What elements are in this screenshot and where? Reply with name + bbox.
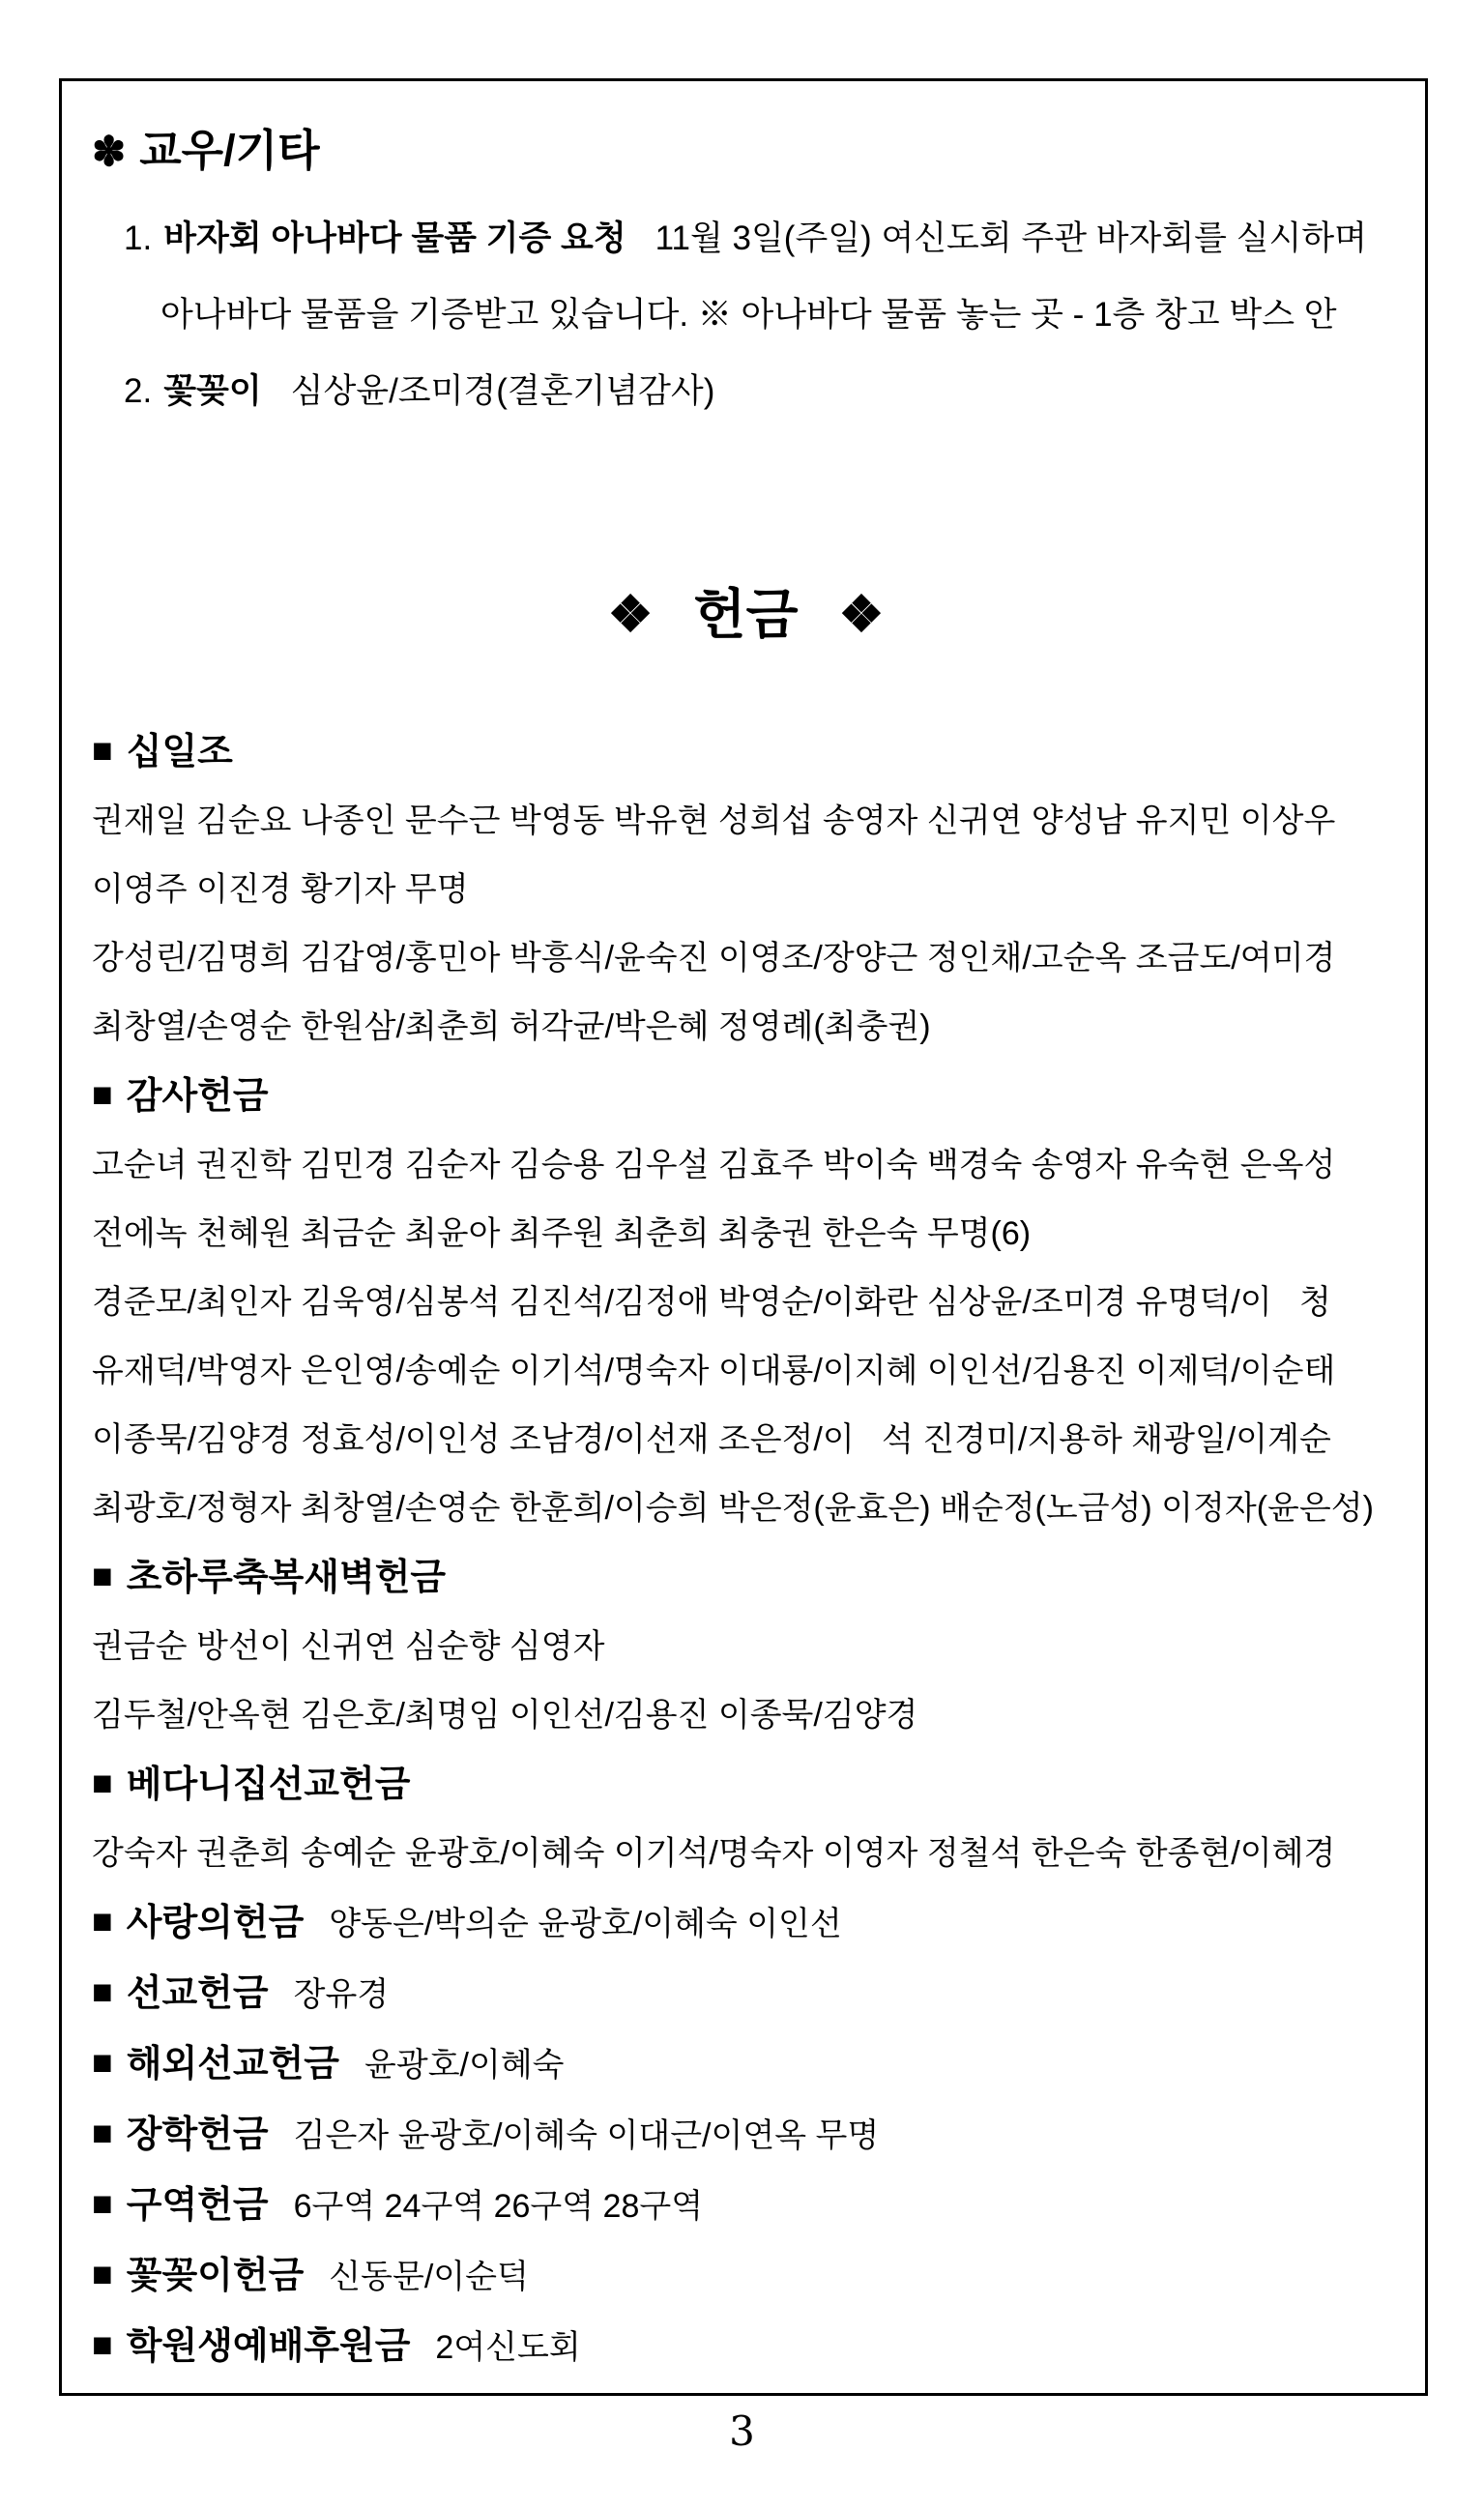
offering-section-inline-names: 신동문/이순덕 (329, 2259, 529, 2295)
diamond-icon: ❖ (607, 587, 654, 643)
diamond-icon: ❖ (838, 587, 885, 643)
offering-section-title: 선교헌금 (126, 1973, 269, 2014)
notices-title-text: 교우/기타 (139, 126, 320, 175)
offering-section-title: 학원생예배후원금 (126, 2326, 411, 2367)
notice-item-number: 2. (124, 372, 153, 410)
offering-section-title: 십일조 (126, 732, 233, 773)
offering-names-line: 이종묵/김양경 정효성/이인성 조남경/이선재 조은정/이 석 진경미/지용하 채광일/이계순 (92, 1421, 1331, 1458)
notice-item-number: 1. (124, 219, 153, 257)
offering-section-heading (92, 2312, 1400, 2382)
offering-section-title: 사랑의헌금 (126, 1903, 305, 1943)
offering-names-line: 이영주 이진경 황기자 무명 (92, 871, 469, 908)
offering-section-inline-names: 6구역 24구역 26구역 28구역 (293, 2188, 704, 2225)
offering-section-heading (92, 1543, 1400, 1613)
offering-names-line: 고순녀 권진학 김민경 김순자 김승용 김우설 김효주 박이숙 백경숙 송영자 유숙현 은옥성 (92, 1147, 1336, 1183)
offering-section-title: 베다니집선교헌금 (126, 1765, 411, 1805)
black-square-icon: ■ (92, 2254, 113, 2293)
offering-names-line: 경준모/최인자 김욱영/심봉석 김진석/김정애 박영순/이화란 심상윤/조미경 유명덕/이 청 (92, 1284, 1331, 1321)
offering-names-line: 강성린/김명희 김갑영/홍민아 박흥식/윤숙진 이영조/장양근 정인채/고순옥 조금도/여미경 (92, 940, 1336, 977)
page-border-box (59, 78, 1428, 2396)
offering-section-inline-names: 양동은/박의순 윤광호/이혜숙 이인선 (329, 1906, 842, 1942)
page-number: 3 (729, 2407, 755, 2455)
notice-item-line (92, 200, 1400, 277)
offering-names-line: 김두철/안옥현 김은호/최명임 이인선/김용진 이종묵/김양경 (92, 1697, 918, 1734)
offering-section-heading (92, 1750, 1400, 1820)
offering-section-title: 꽃꽂이헌금 (126, 2256, 305, 2296)
offering-section-title: 감사헌금 (126, 1076, 269, 1117)
offering-names-line: 권재일 김순요 나종인 문수근 박영동 박유현 성희섭 송영자 신귀연 양성남 유지민 이상우 (92, 802, 1336, 839)
black-square-icon: ■ (92, 2113, 113, 2152)
offering-sections (92, 717, 1400, 2382)
notice-item-continuation: 아나바다 물품을 기증받고 있습니다. ※ 아나바다 물품 놓는 곳 - 1층 창고 박스 안 (160, 296, 1337, 334)
black-square-icon: ■ (92, 1074, 113, 1114)
offering-names-line: 전에녹 천혜원 최금순 최윤아 최주원 최춘희 최충권 한은숙 무명(6) (92, 1215, 1032, 1252)
black-square-icon: ■ (92, 1901, 113, 1940)
offering-section-inline-names: 윤광호/이혜숙 (364, 2047, 565, 2084)
notices-section (92, 126, 1400, 429)
offering-section-heading (92, 2029, 1400, 2100)
offering-section-heading (92, 2100, 1400, 2171)
offering-title-text: 헌금 (693, 584, 799, 645)
black-square-icon: ■ (92, 2042, 113, 2082)
notices-title (92, 126, 1400, 177)
offering-title (92, 583, 1400, 649)
notice-item-title: 꽃꽂이 (163, 372, 262, 410)
offering-section-inline-names: 김은자 윤광호/이혜숙 이대근/이연옥 무명 (293, 2117, 880, 2154)
black-square-icon: ■ (92, 1971, 113, 2011)
offering-names-line: 최광호/정형자 최창열/손영순 한훈희/이승희 박은정(윤효은) 배순정(노금성) 이정자(윤은성) (92, 1490, 1374, 1527)
offering-section-inline-names: 2여신도회 (435, 2329, 581, 2366)
offering-section-title: 해외선교헌금 (126, 2044, 339, 2085)
black-square-icon: ■ (92, 2324, 113, 2364)
offering-section-heading (92, 1888, 1400, 1959)
offering-section-heading (92, 2171, 1400, 2241)
offering-names-line: 권금순 방선이 신귀연 심순향 심영자 (92, 1628, 605, 1665)
offering-section-heading (92, 717, 1400, 787)
black-square-icon: ■ (92, 1763, 113, 1802)
offering-names-line: 강숙자 권춘희 송예순 윤광호/이혜숙 이기석/명숙자 이영자 정철석 한은숙 한종현/이혜경 (92, 1835, 1336, 1872)
offering-section-inline-names: 장유경 (293, 1976, 390, 2013)
offering-section-heading (92, 2241, 1400, 2312)
notice-item-line (92, 353, 1400, 429)
notice-item-text: 11월 3일(주일) 여신도회 주관 바자회를 실시하며 (655, 219, 1367, 257)
offering-section-heading (92, 1062, 1400, 1131)
flower-asterisk-icon: ✽ (92, 129, 127, 174)
offering-section-title: 장학헌금 (126, 2115, 269, 2155)
black-square-icon: ■ (92, 2183, 113, 2223)
notice-list (92, 200, 1400, 429)
notice-item-title: 바자회 아나바다 물품 기증 요청 (163, 219, 626, 257)
offering-section-heading (92, 1959, 1400, 2029)
offering-names-line: 최창열/손영순 한원삼/최춘희 허각균/박은혜 정영례(최충권) (92, 1008, 931, 1045)
offering-section-title: 구역헌금 (126, 2185, 269, 2226)
offering-section-title: 초하루축복새벽헌금 (126, 1558, 447, 1598)
black-square-icon: ■ (92, 730, 113, 770)
notice-item-text: 심상윤/조미경(결혼기념감사) (290, 372, 715, 410)
offering-names-line: 유재덕/박영자 은인영/송예순 이기석/명숙자 이대룡/이지혜 이인선/김용진 이제덕/이순태 (92, 1353, 1336, 1389)
black-square-icon: ■ (92, 1556, 113, 1595)
